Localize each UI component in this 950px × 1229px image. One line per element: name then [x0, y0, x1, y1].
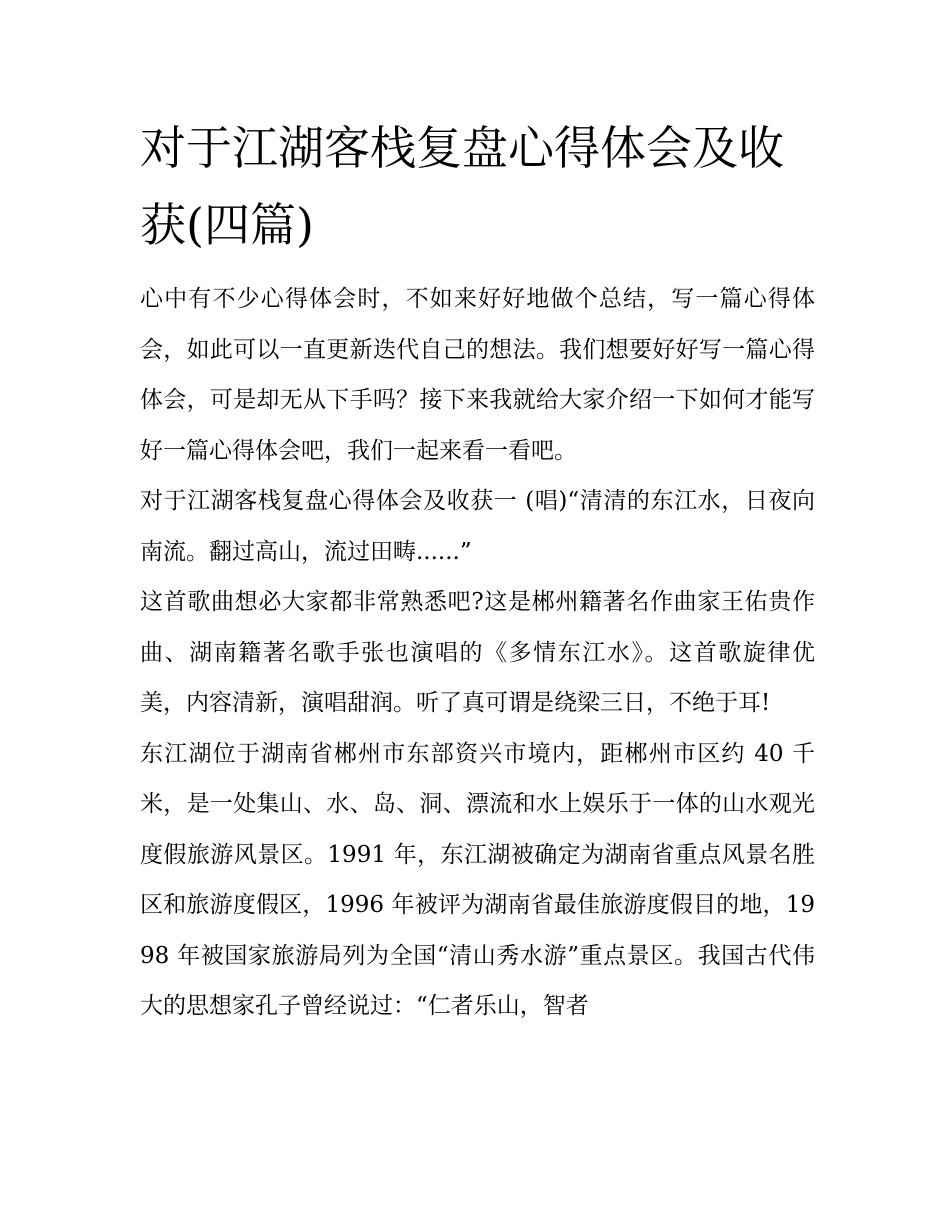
paragraph-intro: 心中有不少心得体会时，不如来好好地做个总结，写一篇心得体会，如此可以一直更新迭代自己的想法。我们想要好好写一篇心得体会，可是却无从下手吗？接下来我就给大家介绍一下如何才能写好一篇心得体会吧，我们一起来看一看吧。	[140, 286, 815, 464]
paragraph-dongjiang-lake: 东江湖位于湖南省郴州市东部资兴市境内，距郴州市区约 40 千米，是一处集山、水、岛、洞、漂流和水上娱乐于一体的山水观光度假旅游风景区。1991 年，东江湖被确定为湖南省重点风景名胜区和旅游度假区，1996 年被评为湖南省最佳旅游度假目的地，1998 年被国家旅游局列为全国“清山秀水游”重点景区。我国古代伟大的思想家孔子曾经说过：“仁者乐山，智者	[140, 740, 815, 1019]
document-page	[140, 110, 815, 1032]
paragraph-song-description: 这首歌曲想必大家都非常熟悉吧?这是郴州籍著名作曲家王佑贵作曲、湖南籍著名歌手张也演唱的《多情东江水》。这首歌旋律优美，内容清新，演唱甜润。听了真可谓是绕梁三日，不绝于耳!	[140, 589, 815, 716]
paragraph-song-lyrics: 对于江湖客栈复盘心得体会及收获一 (唱)“清清的东江水，日夜向南流。翻过高山，流过田畴......”	[140, 488, 815, 565]
document-title: 对于江湖客栈复盘心得体会及收获(四篇)	[140, 121, 784, 252]
